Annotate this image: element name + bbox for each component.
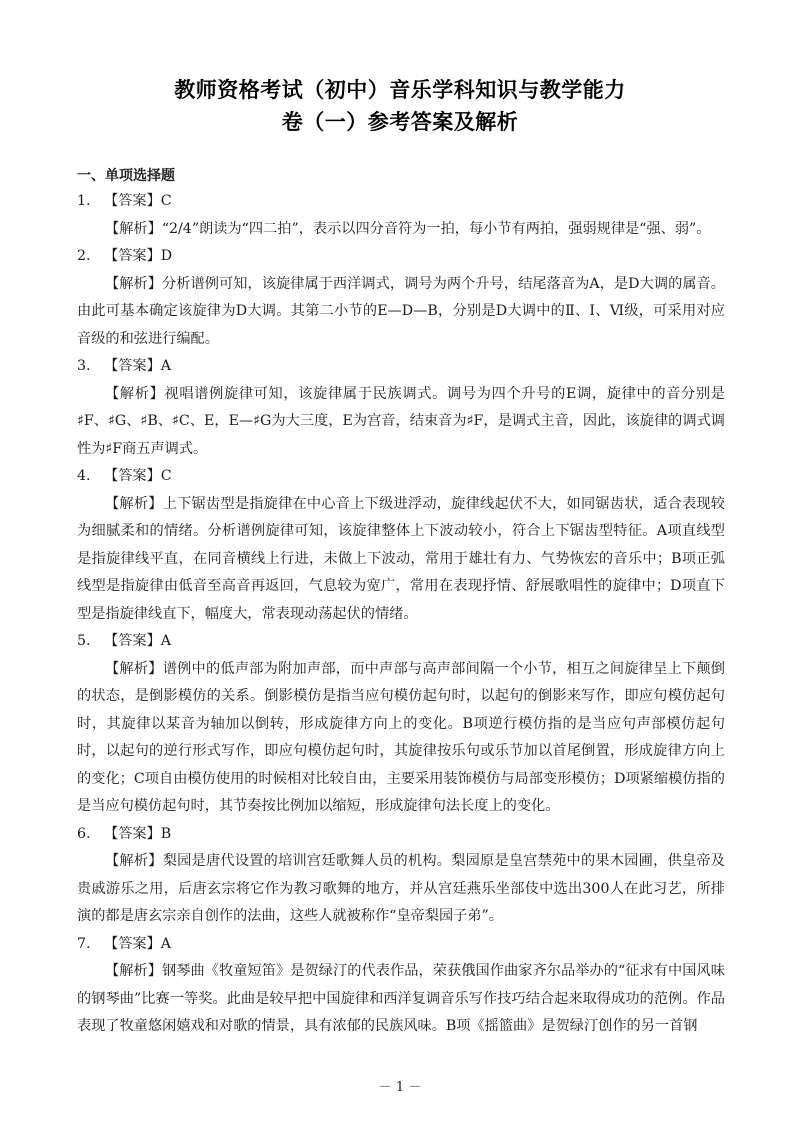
answer-line bbox=[77, 821, 725, 849]
document-title: 教师资格考试（初中）音乐学科知识与教学能力 bbox=[174, 78, 626, 102]
page-number: － 1 － bbox=[378, 1080, 422, 1095]
answer-item bbox=[77, 353, 725, 463]
answer-line bbox=[77, 243, 725, 271]
question-number: 1. bbox=[77, 193, 91, 209]
answer-item bbox=[77, 931, 725, 1041]
answer-text: 【答案】C bbox=[104, 468, 172, 484]
answer-line bbox=[77, 931, 725, 959]
question-number: 6. bbox=[77, 825, 91, 842]
answer-text: 【答案】D bbox=[104, 248, 173, 264]
answer-item bbox=[77, 243, 725, 353]
analysis-text: 【解析】视唱谱例旋律可知，该旋律属于民族调式。调号为四个升号的E调，旋律中的音分别是♯F、♯G、♯B、♯C、E，E—♯G为大三度，E为宫音，结束音为♯F，是调式主音，因此，该旋律的调式调性为♯F商五声调式。 bbox=[77, 385, 725, 457]
question-number: 2. bbox=[77, 248, 91, 264]
question-number: 7. bbox=[77, 935, 91, 952]
question-number: 5. bbox=[77, 633, 91, 649]
answer-list bbox=[77, 188, 725, 1041]
answer-item bbox=[77, 188, 725, 243]
answer-text: 【答案】C bbox=[104, 193, 172, 209]
answer-text: 【答案】B bbox=[104, 825, 172, 842]
answer-text: 【答案】A bbox=[104, 935, 171, 952]
answer-line bbox=[77, 628, 725, 656]
analysis-text: 【解析】钢琴曲《牧童短笛》是贺绿汀的代表作品，荣获俄国作曲家齐尔品举办的“征求有中国风味的钢琴曲”比赛一等奖。此曲是较早把中国旋律和西洋复调音乐写作技巧结合起来取得成功的范例。作品表现了牧童悠闲嬉戏和对歌的情景，具有浓郁的民族风味。B项《摇篮曲》是贺绿汀创作的另一首钢 bbox=[77, 963, 725, 1034]
answer-text: 【答案】A bbox=[104, 633, 171, 649]
question-number: 4. bbox=[77, 468, 91, 484]
answer-line bbox=[77, 463, 725, 491]
answer-line bbox=[77, 188, 725, 216]
analysis-text: 【解析】上下锯齿型是指旋律在中心音上下级进浮动，旋律线起伏不大，如同锯齿状，适合表现较为细腻柔和的情绪。分析谱例旋律可知，该旋律整体上下波动较小，符合上下锯齿型特征。A项直线型是指旋律线平直，在同音横线上行进，未做上下波动，常用于雄壮有力、气势恢宏的音乐中；B项正弧线型是指旋律由低音至高音再返回，气息较为宽广，常用在表现抒情、舒展歌唱性的旋律中；D项直下型是指旋律线直下，幅度大，常表现动荡起伏的情绪。 bbox=[77, 495, 725, 622]
answer-item bbox=[77, 821, 725, 931]
section-heading: 一、单项选择题 bbox=[77, 168, 175, 184]
question-number: 3. bbox=[77, 358, 91, 374]
document-subtitle: 卷（一）参考答案及解析 bbox=[281, 110, 519, 134]
analysis-text: 【解析】“2/4”朗读为“四二拍”，表示以四分音符为一拍，每小节有两拍，强弱规律是“强、弱”。 bbox=[105, 220, 711, 237]
answer-text: 【答案】A bbox=[104, 358, 171, 374]
analysis-text: 【解析】分析谱例可知，该旋律属于西洋调式，调号为两个升号，结尾落音为A，是D大调的属音。由此可基本确定该旋律为D大调。其第二小节的E—D—B，分别是D大调中的Ⅱ、Ⅰ、Ⅵ级，可采用对应音级的和弦进行编配。 bbox=[77, 275, 725, 347]
answer-item bbox=[77, 628, 725, 821]
answer-item bbox=[77, 463, 725, 628]
analysis-text: 【解析】梨园是唐代设置的培训宫廷歌舞人员的机构。梨园原是皇宫禁苑中的果木园圃，供皇帝及贵戚游乐之用，后唐玄宗将它作为教习歌舞的地方，并从宫廷燕乐坐部伎中选出300人在此习艺，所排演的都是唐玄宗亲自创作的法曲，这些人就被称作“皇帝梨园子弟”。 bbox=[77, 853, 725, 924]
answer-line bbox=[77, 353, 725, 381]
analysis-text: 【解析】谱例中的低声部为附加声部，而中声部与高声部间隔一个小节，相互之间旋律呈上下颠倒的状态，是倒影模仿的关系。倒影模仿是指当应句模仿起句时，以起句的倒影来写作，即应句模仿起句时，其旋律以某音为轴加以倒转，形成旋律方向上的变化。B项逆行模仿指的是当应句声部模仿起句时，以起句的逆行形式写作，即应句模仿起句时，其旋律按乐句或乐节加以首尾倒置，形成旋律方向上的变化；C项自由模仿使用的时候相对比较自由，主要采用装饰模仿与局部变形模仿；D项紧缩模仿指的是当应句模仿起句时，其节奏按比例加以缩短，形成旋律句法长度上的变化。 bbox=[77, 660, 725, 814]
